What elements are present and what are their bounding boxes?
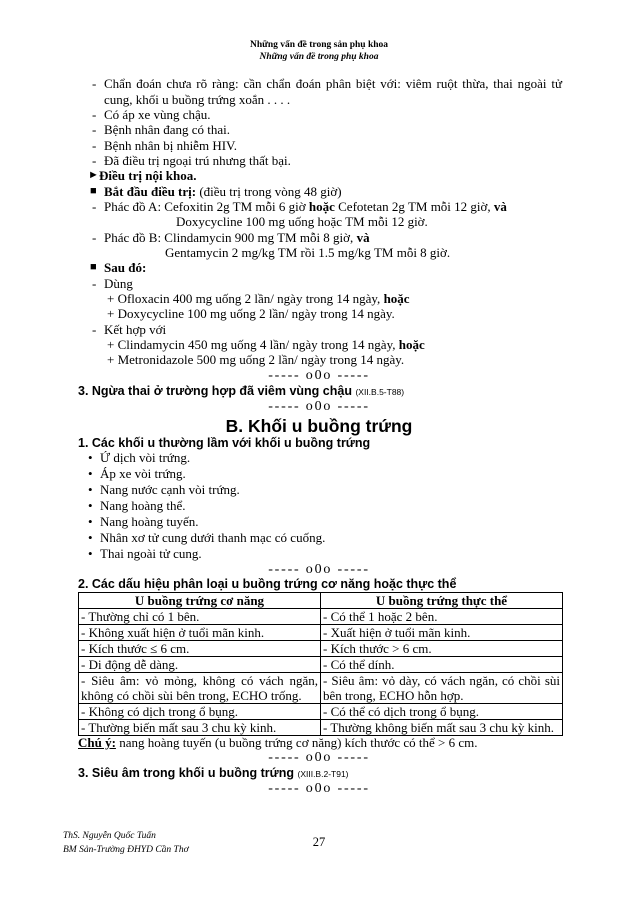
- list-item: [0, 122, 638, 137]
- regimen-b-continuation: [0, 245, 638, 260]
- bullet-item: [0, 498, 638, 514]
- list-item: [0, 153, 638, 168]
- list-item: [0, 76, 638, 91]
- running-header-subtitle: Những vấn đề trong phụ khoa: [259, 52, 379, 62]
- table-row: [79, 673, 563, 704]
- section-heading-text: 3. Siêu âm trong khối u buồng trứng: [78, 766, 294, 781]
- drug-option: [0, 352, 638, 367]
- bullet-marker: •: [88, 529, 93, 545]
- list-item-text: Dùng: [104, 275, 133, 291]
- footer-author: ThS. Nguyễn Quốc Tuấn: [63, 831, 156, 841]
- regimen-b-and: và: [356, 229, 370, 245]
- table-cell: [79, 673, 321, 704]
- regimen-a-text: Cefotetan 2g TM mỗi 12 giờ,: [338, 198, 491, 214]
- table-cell: - Di động dễ dàng.: [79, 657, 321, 673]
- list-item-text: Bệnh nhân đang có thai.: [104, 122, 230, 138]
- drug-option-text: + Clindamycin 450 mg uống 4 lần/ ngày trong 14 ngày,: [107, 336, 396, 352]
- drug-option: [0, 337, 638, 352]
- table-cell: - Thường không biến mất sau 3 chu kỳ kinh.: [321, 720, 563, 736]
- section-separator: ----- o0o -----: [268, 367, 370, 383]
- table-header-cell: U buồng trứng thực thể: [321, 593, 563, 609]
- treatment-heading: [0, 168, 638, 183]
- bullet-marker: •: [88, 545, 93, 561]
- dash-marker: -: [92, 321, 97, 337]
- drug-option-text: + Doxycycline 100 mg uống 2 lần/ ngày trong 14 ngày.: [107, 306, 395, 322]
- page-body: [0, 76, 638, 796]
- after-label: Sau đó:: [104, 260, 147, 276]
- drug-option-or: hoặc: [398, 336, 425, 352]
- treatment-start-note: (điều trị trong vòng 48 giờ): [199, 183, 342, 199]
- bullet-item-text: Nhân xơ tử cung dưới thanh mạc có cuống.: [100, 529, 326, 545]
- footer-department: BM Sản-Trường ĐHYD Cần Thơ: [63, 845, 189, 855]
- drug-option-or: hoặc: [383, 290, 410, 306]
- table-row: [79, 657, 563, 673]
- bullet-item: [0, 482, 638, 498]
- regimen-a: [0, 199, 638, 214]
- drug-option-text: + Ofloxacin 400 mg uống 2 lần/ ngày trong 14 ngày,: [107, 290, 381, 306]
- bullet-item-text: Thai ngoài tử cung.: [100, 545, 202, 561]
- table-cell: - Có thể dính.: [321, 657, 563, 673]
- section-heading: [0, 383, 638, 400]
- table-cell-line: bên trong, ECHO hỗn hợp.: [323, 688, 464, 704]
- page-number: 27: [312, 835, 326, 849]
- section-heading-text: 3. Ngừa thai ở trường hợp đã viêm vùng chậu: [78, 383, 352, 398]
- table-cell-line: - Siêu âm: vỏ mỏng, không có vách ngăn,: [81, 673, 318, 689]
- dash-marker: -: [92, 152, 97, 168]
- section-reference: (XIII.B.2-T91): [297, 769, 349, 780]
- list-item: [0, 138, 638, 153]
- table-cell-line: không có chồi sùi bên trong, ECHO trống.: [81, 688, 302, 704]
- table-header-row: [79, 593, 563, 609]
- section-heading: [0, 577, 638, 592]
- bullet-marker: •: [88, 497, 93, 513]
- regimen-b-text: Gentamycin 2 mg/kg TM rồi 1.5 mg/kg TM mỗi 8 giờ.: [165, 244, 451, 260]
- table-cell-line: - Siêu âm: vỏ dày, có vách ngăn, có chồi sùi: [323, 673, 560, 689]
- list-item-text: Có áp xe vùng chậu.: [104, 106, 211, 122]
- table-cell: - Thường chỉ có 1 bên.: [79, 609, 321, 625]
- section-heading-text: 2. Các dấu hiệu phân loại u buồng trứng cơ năng hoặc thực thể: [78, 577, 457, 592]
- table-row: [79, 625, 563, 641]
- dash-marker: -: [92, 275, 97, 291]
- table-cell: - Không có dịch trong ổ bụng.: [79, 704, 321, 720]
- list-item: [0, 276, 638, 291]
- bullet-marker: •: [88, 465, 93, 481]
- dash-marker: -: [92, 106, 97, 122]
- after-heading: [0, 260, 638, 275]
- chapter-title: B. Khối u buồng trứng: [225, 415, 413, 436]
- list-item-continuation: [0, 92, 638, 107]
- bullet-marker: •: [88, 449, 93, 465]
- arrow-marker: ►: [88, 169, 99, 182]
- drug-option: [0, 291, 638, 306]
- table-row: [79, 609, 563, 625]
- list-item-text: Chẩn đoán chưa rõ ràng: cần chẩn đoán phân biệt với: viêm ruột thừa, thai ngoài tử: [104, 76, 562, 92]
- treatment-heading-text: Điều trị nội khoa.: [99, 168, 197, 184]
- table-note-text: nang hoàng tuyến (u buồng trứng cơ năng) kích thước có thể > 6 cm.: [119, 735, 478, 751]
- regimen-b-text: Phác đồ B: Clindamycin 900 mg TM mỗi 8 giờ,: [104, 229, 354, 245]
- regimen-a-and: và: [493, 198, 507, 214]
- table-row: [79, 720, 563, 736]
- regimen-a-or: hoặc: [308, 198, 335, 214]
- bullet-item-text: Áp xe vòi trứng.: [100, 465, 186, 481]
- bullet-marker: •: [88, 481, 93, 497]
- section-separator: ----- o0o -----: [268, 781, 370, 797]
- list-item-text: Bệnh nhân bị nhiễm HIV.: [104, 137, 237, 153]
- regimen-a-text: Doxycycline 100 mg uống hoặc TM mỗi 12 giờ.: [176, 214, 428, 230]
- section-separator: ----- o0o -----: [268, 399, 370, 415]
- table-row: [79, 704, 563, 720]
- bullet-item: [0, 514, 638, 530]
- table-cell: - Có thể có dịch trong ổ bụng.: [321, 704, 563, 720]
- comparison-table: [78, 592, 563, 736]
- table-cell: - Không xuất hiện ở tuổi mãn kinh.: [79, 625, 321, 641]
- table-cell: - Có thể 1 hoặc 2 bên.: [321, 609, 563, 625]
- bullet-item: [0, 530, 638, 546]
- treatment-start-label: Bắt đầu điều trị:: [104, 183, 197, 199]
- section-heading: [0, 765, 638, 781]
- bullet-marker: •: [88, 513, 93, 529]
- drug-option-text: + Metronidazole 500 mg uống 2 lần/ ngày trong 14 ngày.: [107, 352, 405, 368]
- dash-marker: -: [92, 198, 97, 214]
- section-separator: ----- o0o -----: [268, 561, 370, 577]
- running-header: [0, 39, 638, 63]
- section-reference: (XII.B.5-T88): [355, 386, 405, 397]
- dash-marker: -: [92, 76, 97, 92]
- table-row: [79, 641, 563, 657]
- bullet-item-text: Nang hoàng thể.: [100, 497, 186, 513]
- dash-marker: -: [92, 122, 97, 138]
- table-cell: [321, 673, 563, 704]
- square-marker: ■: [90, 261, 97, 274]
- section-heading: [0, 437, 638, 450]
- bullet-item: [0, 546, 638, 562]
- table-header-cell: U buồng trứng cơ năng: [79, 593, 321, 609]
- treatment-start: [0, 184, 638, 199]
- list-item: [0, 322, 638, 337]
- bullet-item-text: Nang nước cạnh vòi trứng.: [100, 481, 240, 497]
- table-note-label: Chú ý:: [78, 735, 116, 751]
- regimen-b: [0, 230, 638, 245]
- square-marker: ■: [90, 184, 97, 197]
- regimen-a-text: Phác đồ A: Cefoxitin 2g TM mỗi 6 giờ: [104, 198, 306, 214]
- section-separator: ----- o0o -----: [268, 750, 370, 766]
- running-header-title: Những vấn đề trong sản phụ khoa: [249, 40, 389, 50]
- bullet-item: [0, 466, 638, 482]
- table-cell: - Kích thước ≤ 6 cm.: [79, 641, 321, 657]
- drug-option: [0, 306, 638, 321]
- dash-marker: -: [92, 229, 97, 245]
- bullet-item-text: Nang hoàng tuyến.: [100, 513, 199, 529]
- section-heading-text: 1. Các khối u thường lầm với khối u buồng trứng: [78, 435, 371, 450]
- list-item-text: Kết hợp với: [104, 321, 167, 337]
- list-item: [0, 107, 638, 122]
- table-cell: - Kích thước > 6 cm.: [321, 641, 563, 657]
- table-cell: - Xuất hiện ở tuổi mãn kinh.: [321, 625, 563, 641]
- bullet-item: [0, 450, 638, 466]
- dash-marker: -: [92, 137, 97, 153]
- regimen-a-continuation: [0, 214, 638, 229]
- list-item-text: cung, khối u buồng trứng xoắn . . . .: [104, 91, 291, 107]
- bullet-item-text: Ứ dịch vòi trứng.: [100, 449, 191, 465]
- table-note: [0, 736, 638, 750]
- list-item-text: Đã điều trị ngoại trú nhưng thất bại.: [104, 152, 291, 168]
- table-cell: - Thường biến mất sau 3 chu kỳ kinh.: [79, 720, 321, 736]
